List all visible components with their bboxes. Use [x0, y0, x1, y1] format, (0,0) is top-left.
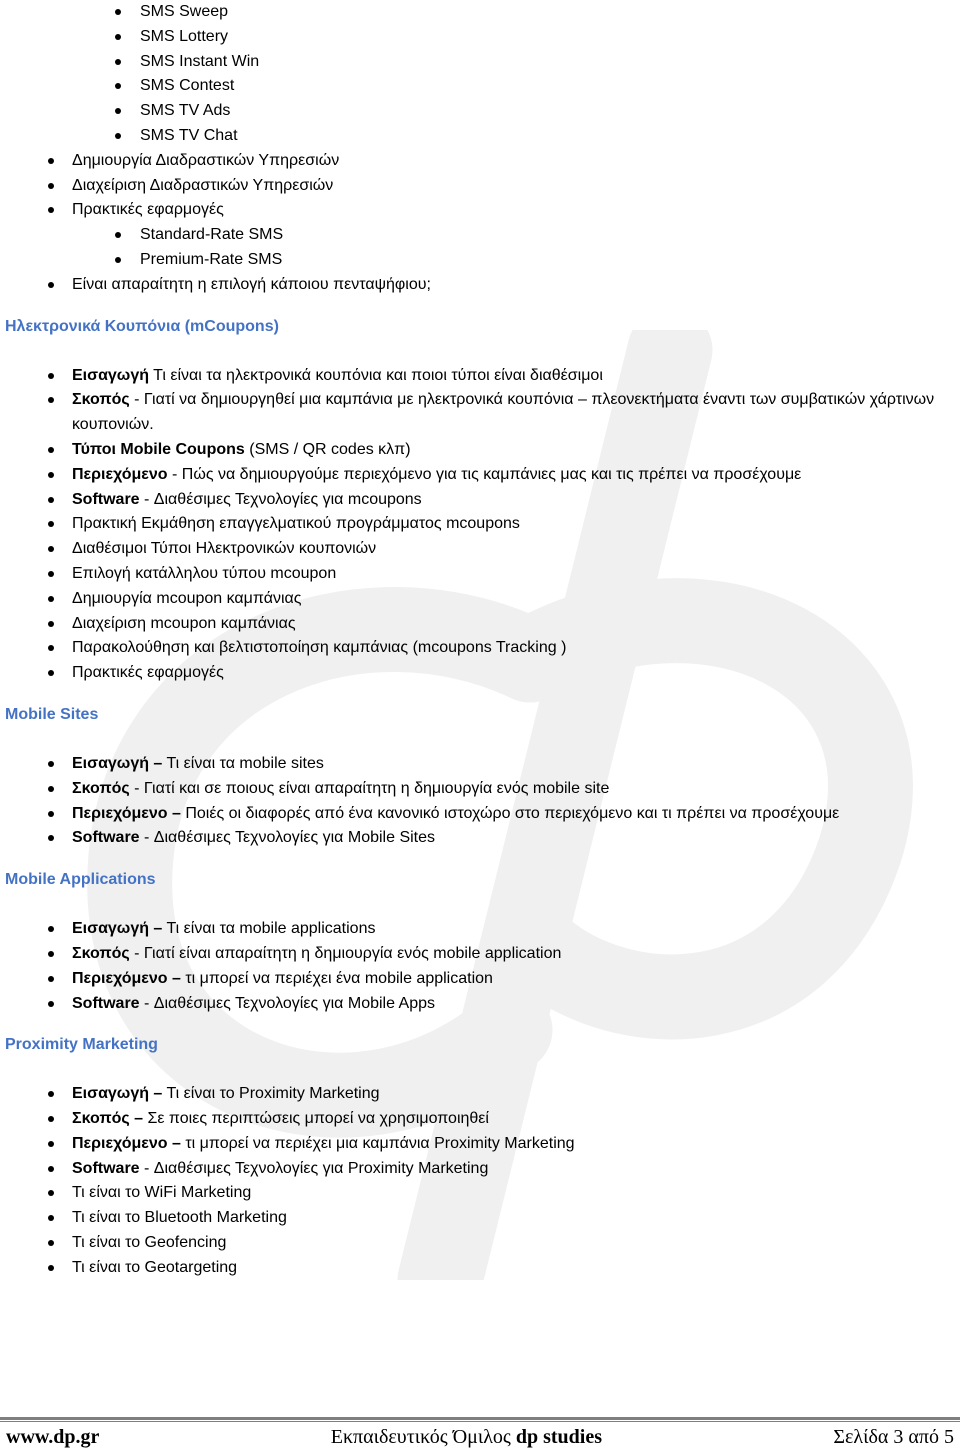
course-sections: [0, 317, 960, 1281]
section-heading: Ηλεκτρονικά Κουπόνια (mCoupons): [5, 317, 279, 335]
bullet-icon: [115, 257, 121, 263]
list-item: [0, 1231, 960, 1256]
item-text: Πρακτικές εφαρμογές: [72, 201, 224, 219]
list-item: [0, 25, 960, 50]
item-text: - Γιατί να δημιουργηθεί μια καμπάνια με ηλεκτρονικά κουπόνια – πλεονεκτήματα έναντι των συμβατικών χάρτινων κουπονιών.: [72, 391, 935, 434]
section-list: [0, 1082, 960, 1280]
item-text: - Γιατί είναι απαραίτητη η δημιουργία ενός mobile application: [129, 944, 562, 962]
item-text: - Διαθέσιμες Τεχνολογίες για Mobile Sites: [139, 829, 436, 847]
item-text: - Διαθέσιμες Τεχνολογίες για mcoupons: [139, 490, 422, 508]
list-item: [0, 223, 960, 248]
list-item: [0, 1157, 960, 1182]
item-label: Τύποι Mobile Coupons: [72, 440, 245, 458]
section-heading: Proximity Marketing: [5, 1036, 158, 1054]
list-item: [0, 636, 960, 661]
item-text: Διαχείριση Διαδραστικών Υπηρεσιών: [72, 176, 334, 194]
section-list: [0, 752, 960, 851]
item-text: Τι είναι το Geotargeting: [72, 1258, 238, 1276]
list-item: [0, 124, 960, 149]
list-item: [0, 1107, 960, 1132]
item-text: SMS Contest: [140, 77, 235, 95]
list-item: [0, 587, 960, 612]
bullet-icon: [115, 59, 121, 65]
item-label: Software: [72, 994, 140, 1012]
item-label: Περιεχόμενο –: [72, 804, 181, 822]
list-item: [0, 1181, 960, 1206]
item-text: Επιλογή κατάλληλου τύπου mcoupon: [72, 564, 337, 582]
bullet-icon: [115, 108, 121, 114]
bullet-icon: [48, 596, 54, 602]
bullet-icon: [48, 976, 54, 982]
footer-divider-thick: [0, 1417, 960, 1420]
list-item: [0, 992, 960, 1017]
footer-center: [331, 1426, 602, 1449]
section-heading: Mobile Applications: [5, 871, 156, 889]
list-item: [0, 198, 960, 223]
bullet-icon: [48, 1116, 54, 1122]
item-text: Τι είναι τα mobile applications: [162, 920, 376, 938]
bullet-icon: [48, 1141, 54, 1147]
list-item: [0, 562, 960, 587]
bullet-icon: [48, 447, 54, 453]
item-label: Σκοπός: [72, 779, 130, 797]
list-item: [0, 826, 960, 851]
list-item: [0, 273, 960, 298]
item-text: Τι είναι το Proximity Marketing: [162, 1085, 380, 1103]
item-text: Τι είναι τα mobile sites: [162, 754, 324, 772]
bullet-icon: [48, 670, 54, 676]
list-item: [0, 917, 960, 942]
item-label: Software: [72, 829, 140, 847]
list-item: [0, 802, 960, 827]
bullet-icon: [48, 1240, 54, 1246]
item-text: Σε ποιες περιπτώσεις μπορεί να χρησιμοποιηθεί: [143, 1110, 489, 1128]
list-item: [0, 942, 960, 967]
list-item: [0, 149, 960, 174]
item-label: Software: [72, 1159, 140, 1177]
item-text: Τι είναι τα ηλεκτρονικά κουπόνια και ποιοι τύποι είναι διαθέσιμοι: [148, 366, 603, 384]
sms-list: [0, 0, 960, 298]
item-text: τι μπορεί να περιέχει ένα mobile application: [180, 969, 493, 987]
list-item: [0, 463, 960, 488]
list-item: [0, 512, 960, 537]
list-item: [0, 488, 960, 513]
footer-page-number: Σελίδα 3 από 5: [833, 1425, 954, 1448]
section-list: [0, 364, 960, 686]
bullet-icon: [115, 133, 121, 139]
footer-center-prefix: Εκπαιδευτικός Όμιλος: [330, 1425, 516, 1448]
item-text: SMS TV Chat: [140, 126, 238, 144]
item-text: Διαθέσιμοι Τύποι Ηλεκτρονικών κουπονιών: [72, 540, 377, 558]
item-text: - Διαθέσιμες Τεχνολογίες για Proximity Marketing: [139, 1159, 489, 1177]
item-text: - Διαθέσιμες Τεχνολογίες για Mobile Apps: [139, 994, 436, 1012]
list-item: [0, 438, 960, 463]
bullet-icon: [48, 951, 54, 957]
item-text: SMS Instant Win: [140, 52, 260, 70]
section-heading: Mobile Sites: [5, 705, 99, 723]
item-label: Εισαγωγή –: [72, 1085, 163, 1103]
list-item: [0, 248, 960, 273]
item-text: Τι είναι το Bluetooth Marketing: [72, 1209, 287, 1227]
list-item: [0, 50, 960, 75]
bullet-icon: [48, 207, 54, 213]
item-text: Δημιουργία Διαδραστικών Υπηρεσιών: [72, 151, 340, 169]
item-label: Σκοπός: [72, 391, 130, 409]
item-text: Standard-Rate SMS: [140, 226, 284, 244]
item-text: Πρακτική Εκμάθηση επαγγελματικού προγράμματος mcoupons: [72, 515, 520, 533]
bullet-icon: [48, 645, 54, 651]
bullet-icon: [48, 1265, 54, 1271]
item-text: SMS Lottery: [140, 27, 229, 45]
item-label: Περιεχόμενο –: [72, 969, 181, 987]
list-item: [0, 537, 960, 562]
list-item: [0, 74, 960, 99]
item-label: Εισαγωγή –: [72, 754, 163, 772]
bullet-icon: [48, 571, 54, 577]
bullet-icon: [115, 83, 121, 89]
item-text: Διαχείριση mcoupon καμπάνιας: [72, 614, 296, 632]
item-text: τι μπορεί να περιέχει μια καμπάνια Proximity Marketing: [180, 1134, 575, 1152]
list-item: [0, 1256, 960, 1281]
list-item: [0, 174, 960, 199]
list-item: [0, 1206, 960, 1231]
item-label: Εισαγωγή –: [72, 920, 163, 938]
item-text: Είναι απαραίτητη η επιλογή κάποιου πενταψήφιου;: [72, 275, 431, 293]
item-text: Δημιουργία mcoupon καμπάνιας: [72, 589, 302, 607]
item-text: Ποιές οι διαφορές από ένα κανονικό ιστοχώρο στο περιεχόμενο και τι πρέπει να προσέχουμε: [180, 804, 840, 822]
bullet-icon: [115, 232, 121, 238]
list-item: [0, 661, 960, 686]
bullet-icon: [48, 472, 54, 478]
item-text: Τι είναι το WiFi Marketing: [72, 1184, 252, 1202]
bullet-icon: [48, 811, 54, 817]
list-item: [0, 1132, 960, 1157]
bullet-icon: [48, 397, 54, 403]
item-label: Περιεχόμενο –: [72, 1134, 181, 1152]
item-text: Τι είναι το Geofencing: [72, 1234, 227, 1252]
item-label: Εισαγωγή: [72, 366, 149, 384]
section-list: [0, 917, 960, 1016]
bullet-icon: [48, 1091, 54, 1097]
item-text: - Πώς να δημιουργούμε περιεχόμενο για τις καμπάνιες μας και τις πρέπει να προσέχουμε: [167, 465, 802, 483]
bullet-icon: [115, 9, 121, 15]
bullet-icon: [48, 521, 54, 527]
item-text: Πρακτικές εφαρμογές: [72, 664, 224, 682]
list-item: [0, 99, 960, 124]
list-item: [0, 612, 960, 637]
bullet-icon: [48, 373, 54, 379]
item-text: Παρακολούθηση και βελτιστοποίηση καμπάνιας (mcoupons Tracking ): [72, 639, 567, 657]
bullet-icon: [48, 786, 54, 792]
bullet-icon: [48, 282, 54, 288]
page-footer: [6, 1424, 954, 1450]
bullet-icon: [48, 546, 54, 552]
bullet-icon: [48, 621, 54, 627]
list-item: [0, 967, 960, 992]
bullet-icon: [48, 1001, 54, 1007]
list-item: [0, 364, 960, 389]
bullet-icon: [48, 158, 54, 164]
bullet-icon: [48, 497, 54, 503]
list-item: [0, 1082, 960, 1107]
bullet-icon: [48, 835, 54, 841]
list-item: [0, 388, 960, 438]
list-item: [0, 0, 960, 25]
item-label: Software: [72, 490, 140, 508]
bullet-icon: [48, 1215, 54, 1221]
bullet-icon: [48, 1166, 54, 1172]
bullet-icon: [48, 1190, 54, 1196]
bullet-icon: [48, 183, 54, 189]
bullet-icon: [48, 926, 54, 932]
item-label: Σκοπός: [72, 944, 130, 962]
list-item: [0, 777, 960, 802]
item-text: SMS Sweep: [140, 3, 229, 20]
footer-divider-thin: [0, 1421, 960, 1422]
footer-brand: dp studies: [515, 1425, 603, 1448]
item-label: Σκοπός –: [72, 1110, 144, 1128]
item-text: Premium-Rate SMS: [140, 250, 283, 268]
item-text: - Γιατί και σε ποιους είναι απαραίτητη η δημιουργία ενός mobile site: [129, 779, 610, 797]
item-text: SMS TV Ads: [140, 102, 231, 120]
bullet-icon: [48, 761, 54, 767]
item-text: (SMS / QR codes κλπ): [244, 440, 411, 458]
item-label: Περιεχόμενο: [72, 465, 168, 483]
list-item: [0, 752, 960, 777]
footer-url[interactable]: www.dp.gr: [6, 1425, 100, 1448]
bullet-icon: [115, 34, 121, 40]
